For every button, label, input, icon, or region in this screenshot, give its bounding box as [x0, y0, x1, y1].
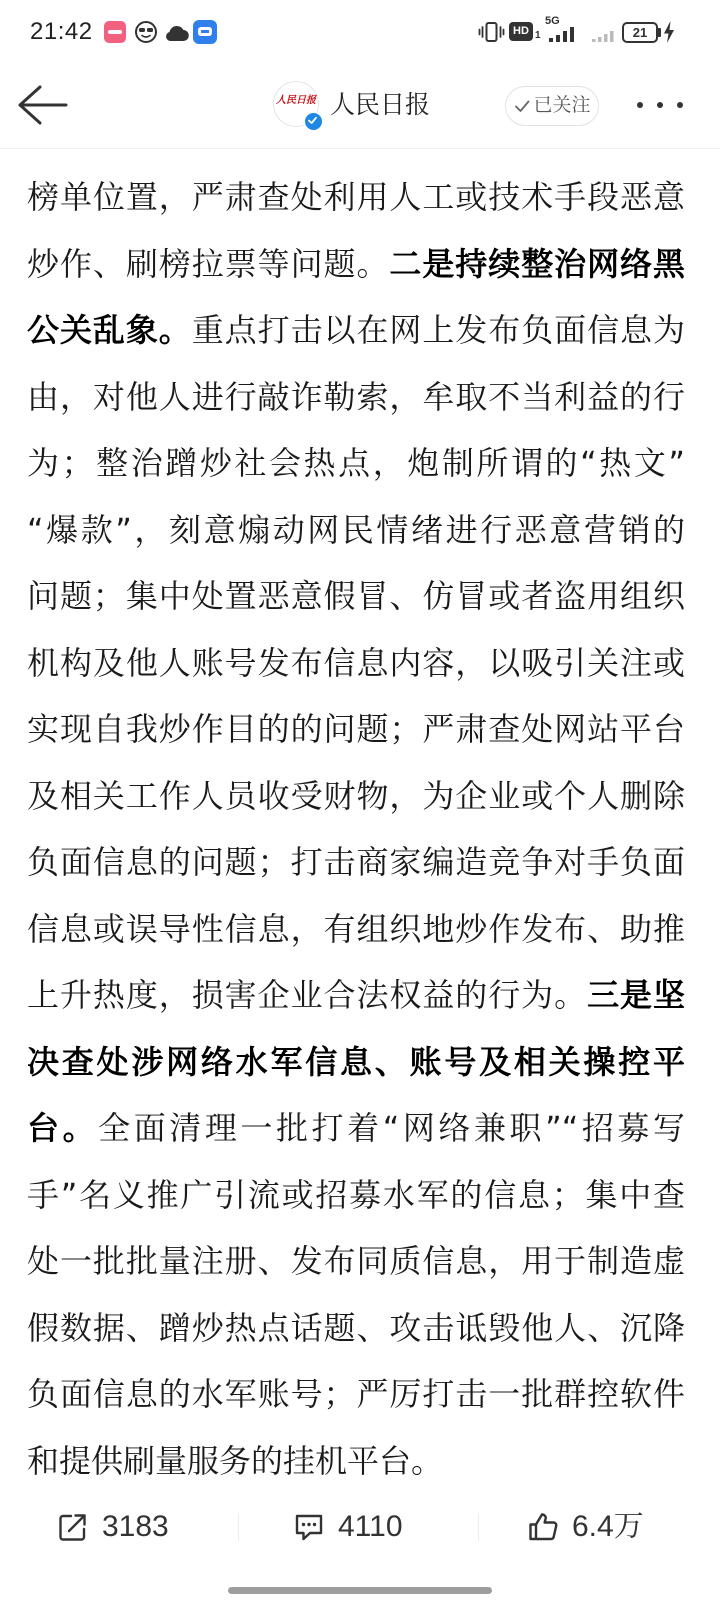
more-dots-icon	[657, 102, 663, 108]
article-line	[27, 763, 685, 830]
like-count: 6.4万	[572, 1510, 644, 1543]
article-text: 实现自我炒作目的的问题；严肃查处网站平台	[27, 710, 685, 748]
article-line	[27, 696, 685, 763]
article-text: 及相关工作人员收受财物，为企业或个人删除	[27, 776, 685, 815]
article-text: 问题；集中处置恶意假冒、仿冒或者盗用组织	[27, 577, 685, 615]
face-app-icon	[134, 20, 158, 44]
thumbs-up-icon	[526, 1510, 560, 1544]
article-emphasis: 决查处涉网络水军信息、账号及相关操控平	[27, 1042, 685, 1081]
more-options-button[interactable]	[632, 92, 692, 118]
cloud-icon	[163, 23, 189, 42]
article-line	[27, 962, 685, 1029]
article-text: 负面信息的问题；打击商家编造竞争对手负面	[27, 843, 685, 881]
follow-button[interactable]	[505, 86, 599, 126]
more-dots-icon	[637, 102, 643, 108]
blue-app-icon	[193, 20, 217, 44]
bottom-bar-divider	[478, 1513, 479, 1541]
pink-app-icon	[104, 21, 126, 43]
share-icon	[56, 1510, 90, 1544]
verified-badge-icon	[303, 111, 324, 132]
article-line	[27, 364, 685, 431]
article-text: 炒作、刷榜拉票等问题。	[27, 244, 390, 283]
comment-icon	[292, 1510, 326, 1544]
comment-button[interactable]	[292, 1505, 403, 1549]
home-indicator[interactable]	[228, 1587, 492, 1594]
like-button[interactable]	[526, 1505, 644, 1549]
article-text: 由，对他人进行敲诈勒索，牟取不当利益的行	[27, 377, 685, 416]
article-emphasis: 三是坚	[587, 976, 685, 1014]
article-text: 全面清理一批打着“网络兼职”“招募写	[98, 1109, 685, 1147]
article-line	[27, 896, 685, 963]
article-line	[27, 1095, 685, 1162]
article-line	[27, 1428, 685, 1495]
share-count: 3183	[102, 1510, 169, 1543]
back-arrow-icon	[16, 83, 68, 127]
follow-button-label: 已关注	[533, 95, 591, 116]
signal-strength-icon	[548, 26, 576, 42]
status-time: 21:42	[30, 18, 93, 45]
header-divider	[0, 148, 720, 149]
article-line	[27, 1228, 685, 1295]
article-body	[27, 164, 685, 1494]
back-button[interactable]	[10, 80, 74, 130]
signal-strength-secondary-icon	[592, 30, 616, 42]
avatar-logo: 人民日报	[276, 95, 316, 106]
article-text: 为；整治蹭炒社会热点，炮制所谓的“热文”	[27, 444, 685, 482]
article-emphasis: 二是持续整治网络黑	[389, 244, 685, 283]
comment-count: 4110	[338, 1510, 403, 1543]
article-line	[27, 1295, 685, 1362]
battery-terminal	[658, 28, 661, 37]
article-text: “爆款”，刻意煽动网民情绪进行恶意营销的	[27, 510, 685, 549]
article-line	[27, 563, 685, 630]
article-line	[27, 829, 685, 896]
article-line	[27, 231, 685, 298]
article-text: 假数据、蹭炒热点话题、攻击诋毁他人、沉降	[27, 1308, 685, 1347]
article-text: 和提供刷量服务的挂机平台。	[27, 1441, 444, 1480]
article-line	[27, 297, 685, 364]
vibrate-icon	[478, 21, 505, 43]
more-dots-icon	[677, 102, 683, 108]
share-button[interactable]	[56, 1505, 169, 1549]
article-text: 上升热度，损害企业合法权益的行为。	[27, 976, 588, 1014]
article-line	[27, 1029, 685, 1096]
article-text: 手”名义推广引流或招募水军的信息；集中查	[27, 1175, 685, 1214]
account-name[interactable]: 人民日报	[330, 91, 431, 119]
article-text: 榜单位置，严肃查处利用人工或技术手段恶意	[27, 178, 685, 216]
hd-voice-badge: HD	[509, 22, 533, 41]
bottom-bar-divider	[238, 1513, 239, 1541]
network-type-label: 5G	[545, 15, 560, 27]
article-line	[27, 1361, 685, 1428]
article-text: 处一批批量注册、发布同质信息，用于制造虚	[27, 1242, 685, 1280]
article-emphasis: 公关乱象。	[27, 311, 192, 349]
hd-sim-index: 1	[535, 30, 541, 41]
status-bar	[0, 0, 720, 62]
article-text: 信息或误导性信息，有组织地炒作发布、助推	[27, 909, 685, 948]
battery-icon	[622, 22, 658, 43]
article-line	[27, 497, 685, 564]
article-text: 机构及他人账号发布信息内容，以吸引关注或	[27, 643, 685, 682]
article-line	[27, 630, 685, 697]
account-avatar[interactable]	[273, 81, 319, 127]
article-line	[27, 430, 685, 497]
article-line	[27, 164, 685, 231]
battery-level: 21	[632, 25, 648, 40]
article-text: 负面信息的水军账号；严厉打击一批群控软件	[27, 1375, 685, 1413]
article-emphasis: 台。	[27, 1109, 99, 1147]
charging-bolt-icon	[664, 21, 674, 43]
article-line	[27, 1162, 685, 1229]
check-icon	[513, 97, 531, 115]
article-text: 重点打击以在网上发布负面信息为	[191, 311, 685, 349]
